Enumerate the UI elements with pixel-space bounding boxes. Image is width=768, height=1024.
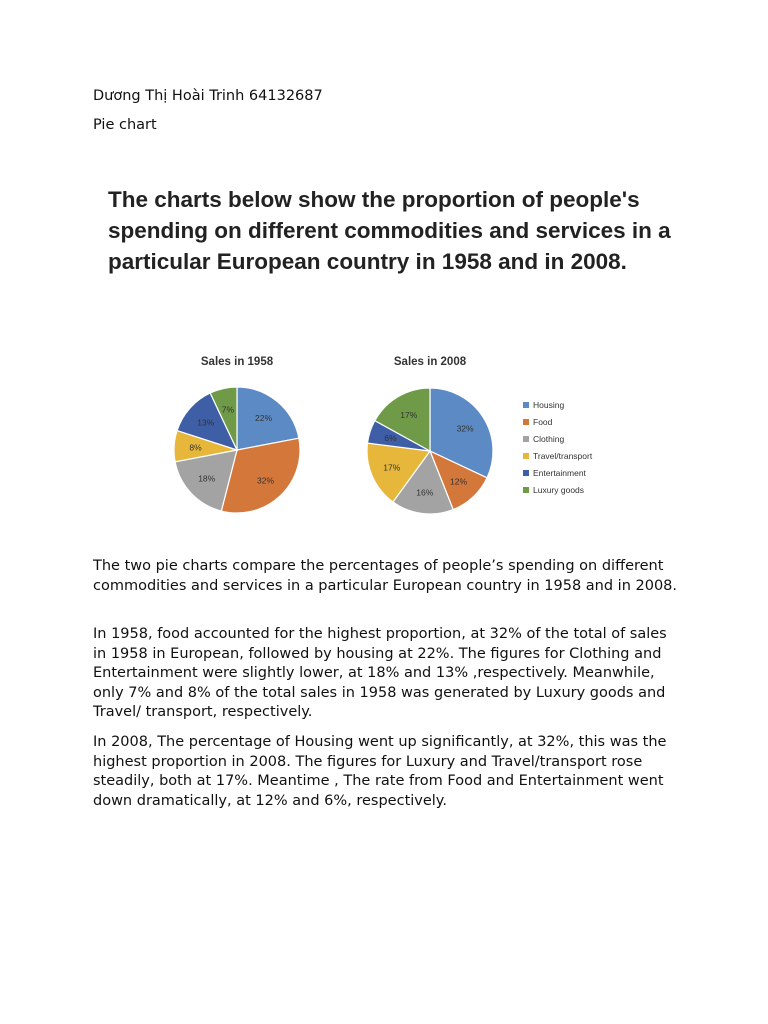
slice-label-1958-luxury-goods: 7%: [221, 404, 235, 415]
slice-label-2008-food: 12%: [449, 476, 468, 487]
slice-label-1958-clothing: 18%: [198, 473, 216, 484]
legend-label-travel-transport: Travel/transport: [533, 451, 593, 461]
pie-chart-2008: [367, 356, 493, 514]
chart-legend: [523, 400, 593, 495]
pie-title-2008: Sales in 2008: [393, 356, 467, 368]
slice-label-1958-food: 32%: [256, 475, 275, 486]
legend-swatch-housing: [523, 402, 529, 408]
legend-swatch-entertainment: [523, 470, 529, 476]
legend-label-entertainment: Entertainment: [533, 468, 586, 478]
paragraph-2008: In 2008, The percentage of Housing went up significantly, at 32%, this was the highest proportion in 2008. The figures for Luxury and Travel/transport rose steadily, both at 17%. Meantime , The rate from Food and Entertainment went down dramatically, at 12% and 6%, respectively.: [93, 734, 667, 809]
chart-figure: [93, 168, 678, 528]
pie-chart-1958: [174, 356, 300, 513]
legend-label-clothing: Clothing: [533, 434, 565, 444]
pie-charts: [93, 168, 678, 528]
legend-swatch-luxury-goods: [523, 487, 529, 493]
legend-swatch-travel-transport: [523, 453, 529, 459]
slice-label-1958-entertainment: 13%: [197, 417, 215, 428]
slice-label-2008-travel-transport: 17%: [383, 462, 401, 473]
document-label: Pie chart: [93, 117, 157, 133]
figure-title: The charts below show the proportion of people's spending on different commodities and services in a particular European country in 1958 and in 2008.: [108, 187, 671, 274]
legend-swatch-clothing: [523, 436, 529, 442]
slice-label-2008-entertainment: 6%: [384, 433, 397, 444]
legend-label-luxury-goods: Luxury goods: [533, 485, 585, 495]
slice-label-1958-housing: 22%: [254, 413, 273, 423]
slice-label-2008-clothing: 16%: [416, 487, 434, 498]
paragraph-intro: The two pie charts compare the percentages of people’s spending on different commodities and services in a particular European country in 1958 and in 2008.: [93, 558, 678, 594]
paragraph-1958: In 1958, food accounted for the highest proportion, at 32% of the total of sales in 1958 in European, followed by housing at 22%. The figures for Clothing and Entertainment were slightly lower, at 18% and 13% ,respectively. Meanwhile, only 7% and 8% of the total sales in 1958 was generated by Luxury goods and Travel/ transport, respectively.: [93, 626, 667, 721]
slice-label-1958-travel-transport: 8%: [189, 442, 202, 453]
pie-title-1958: Sales in 1958: [200, 356, 274, 368]
slice-label-2008-luxury-goods: 17%: [400, 410, 418, 421]
legend-label-food: Food: [533, 417, 553, 427]
author-line: Dương Thị Hoài Trinh 64132687: [93, 88, 323, 104]
slice-label-2008-housing: 32%: [456, 423, 474, 434]
legend-label-housing: Housing: [533, 400, 565, 410]
legend-swatch-food: [523, 419, 529, 425]
